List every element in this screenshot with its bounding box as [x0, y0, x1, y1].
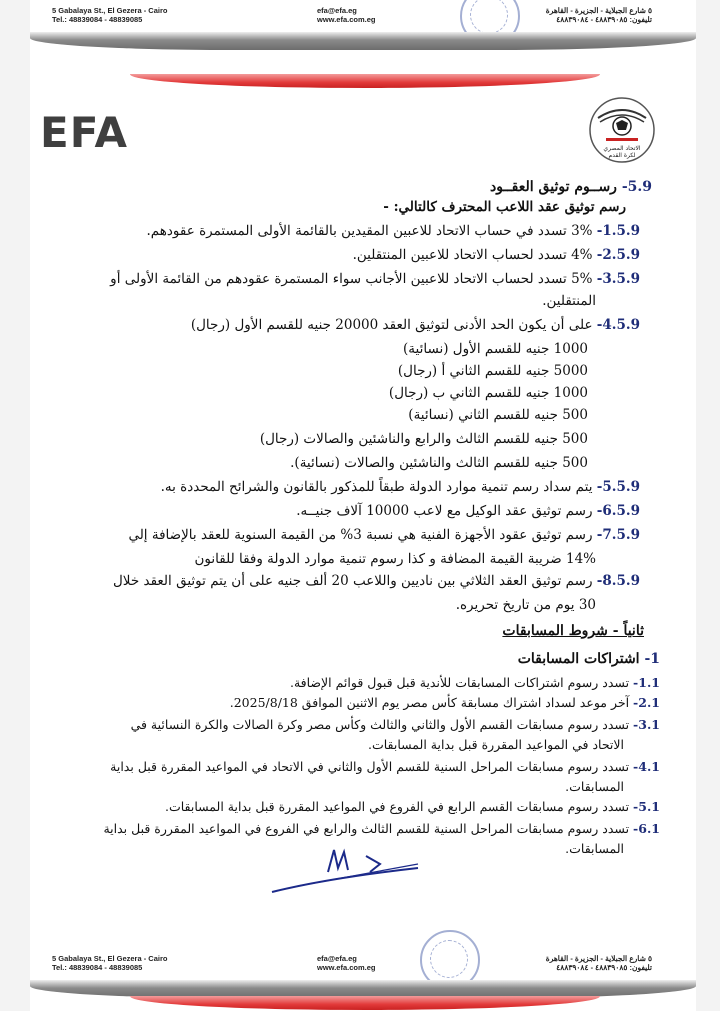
efa-crest-icon	[588, 96, 656, 164]
footer-address: 5 Gabalaya St., El Gezera - Cairo Tel.: 48839084 - 48839085	[52, 954, 168, 972]
list-item: 1.5.9- 3% تسدد في حساب الاتحاد للاعبين المقيدين بالقائمة الأولى المستمرة عقودهم.	[146, 223, 640, 239]
crest-text: الاتحاد المصري	[603, 145, 641, 152]
header-grey-band	[30, 32, 696, 50]
fee-line: 500 جنيه للقسم الثالث والناشئين والصالات (نسائية).	[290, 455, 588, 471]
efa-logo: EFA	[40, 108, 129, 157]
rule-item-continuation: الاتحاد في المواعيد المقررة قبل بداية المسابقات.	[367, 737, 624, 752]
list-item: 2.5.9- 4% تسدد لحساب الاتحاد للاعبين المنتقلين.	[352, 247, 640, 263]
fee-line: 5000 جنيه للقسم الثاني أ (رجال)	[397, 363, 588, 379]
list-item-continuation: 30 يوم من تاريخ تحريره.	[455, 597, 596, 613]
header-address: 5 Gabalaya St., El Gezera - Cairo Tel.: 48839084 - 48839085	[52, 6, 168, 24]
rule-item: 5.1- تسدد رسوم مسابقات القسم الرابع في الفروع في المواعيد المقررة قبل بداية المسابقات.	[164, 799, 660, 814]
fee-line: 500 جنيه للقسم الثالث والرابع والناشئين والصالات (رجال)	[259, 431, 588, 447]
rule-item: 1.1- تسدد رسوم اشتراكات المسابقات للأندية قبل قبول قوائم الإضافة.	[289, 675, 660, 690]
rule-item: 4.1- تسدد رسوم مسابقات المراحل السنية للقسم الأول والثاني في الاتحاد في المواعيد المقررة قبل بداية	[110, 759, 660, 774]
rule-item-continuation: المسابقات.	[565, 841, 624, 856]
header-contact	[52, 4, 652, 34]
svg-text:لكرة القدم: لكرة القدم	[608, 152, 636, 159]
rule-item: 3.1- تسدد رسوم مسابقات القسم الأول والثاني والثالث وكأس مصر وكرة الصالات والكرة النسائية في	[130, 717, 660, 732]
list-item: 6.5.9- رسم توثيق عقد الوكيل مع لاعب 10000 آلاف جنيــه.	[296, 503, 640, 519]
fee-line: 500 جنيه للقسم الثاني (نسائية)	[408, 407, 588, 423]
sub-heading: 1- اشتراكات المسابقات	[517, 651, 660, 667]
rule-item: 6.1- تسدد رسوم مسابقات المراحل السنية للقسم الثالث والرابع في الفروع في المواعيد المقررة قبل بداية	[103, 821, 660, 836]
signature-icon	[268, 838, 428, 898]
list-item: 4.5.9- على أن يكون الحد الأدنى لتوثيق العقد 20000 جنيه للقسم الأول (رجال)	[190, 317, 640, 333]
list-item: 5.5.9- يتم سداد رسم تنمية موارد الدولة طبقاً للمذكور بالقانون والشرائح المحددة به.	[160, 479, 640, 495]
fee-line: 1000 جنيه للقسم الثاني ب (رجال)	[388, 385, 588, 401]
header-arabic-address: ٥ شارع الجبلاية - الجزيرة - القاهرة تليفون: ٤٨٨٣٩٠٨٥ - ٤٨٨٣٩٠٨٤	[545, 6, 652, 24]
list-item-continuation: 14% ضريبة القيمة المضافة و كذا رسوم تنمية موارد الدولة وفقا للقانون	[194, 551, 596, 567]
footer-contact	[52, 952, 652, 982]
footer-web: efa@efa.eg www.efa.com.eg	[317, 954, 376, 972]
rule-item-continuation: المسابقات.	[565, 779, 624, 794]
list-item: 3.5.9- 5% تسدد لحساب الاتحاد للاعبين الأجانب سواء المستمرة عقودهم من القائمة الأولى أو	[110, 271, 640, 287]
part2-title: ثانياً - شروط المسابقات	[502, 623, 644, 639]
header-web: efa@efa.eg www.efa.com.eg	[317, 6, 376, 24]
section-subtitle: رسم توثيق عقد اللاعب المحترف كالتالي: -	[383, 199, 626, 215]
list-item: 8.5.9- رسم توثيق العقد الثلاثي بين ناديين واللاعب 20 ألف جنيه على أن يتم توثيق العقد خلال	[113, 573, 640, 589]
fee-line: 1000 جنيه للقسم الأول (نسائية)	[403, 341, 588, 357]
list-item: 7.5.9- رسم توثيق عقود الأجهزة الفنية هي نسبة 3% من القيمة السنوية للعقد بالإضافة إلي	[128, 527, 640, 543]
section-title: 5.9- رســوم توثيق العقــود	[490, 179, 652, 195]
list-item-continuation: المنتقلين.	[542, 293, 596, 309]
footer-arabic-address: ٥ شارع الجبلاية - الجزيرة - القاهرة تليفون: ٤٨٨٣٩٠٨٥ - ٤٨٨٣٩٠٨٤	[545, 954, 652, 972]
rule-item: 2.1- آخر موعد لسداد اشتراك مسابقة كأس مصر يوم الاثنين الموافق 2025/8/18.	[229, 695, 660, 710]
